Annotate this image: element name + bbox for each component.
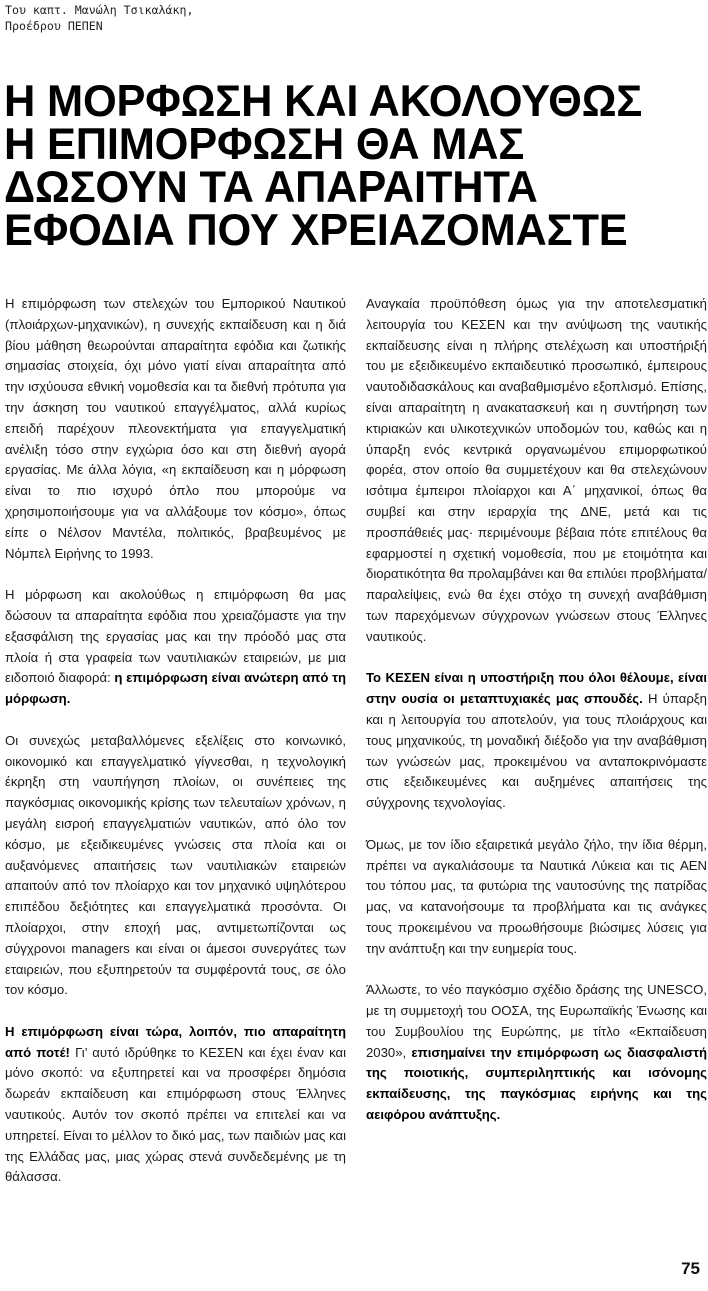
title-line: ΕΦΟΔΙΑ ΠΟΥ ΧΡΕΙΑΖΟΜΑΣΤΕ — [4, 206, 628, 255]
paragraph: Η επιμόρφωση των στελεχών του Εμπορικού Ναυτικού (πλοιάρχων-μηχανικών), η συνεχής εκπαίδευση και η διά βίου μάθηση θεωρούνται απαραίτητα εφόδια και ζωτικής σημασίας στοιχεία, όχι μόνο γιατί είναι απαραίτητα από την ισχύουσα εθνική νομοθεσία και τα διεθνή πρότυπα για την άσκηση του ναυτικού επαγγέλματος, αλλά κυρίως επειδή παρέχουν πλεονεκτήματα για επαγγελματική ανέλιξη τόσο στην εγχώρια όσο και στη διεθνή αγορά εργασίας. Με άλλα λόγια, «η εκπαίδευση και η μόρφωση είναι το πιο ισχυρό όπλο που μπορούμε να χρησιμοποιήσουμε για να αλλάξουμε τον κόσμο», όπως είπε ο Νέλσον Μαντέλα, πολιτικός, βραβευμένος με Νόμπελ Ειρήνης το 1993. — [5, 296, 346, 561]
paragraph: Άλλωστε, το νέο παγκόσμιο σχέδιο δράσης της UNESCO, με τη συμμετοχή του ΟΟΣΑ, της Ευρωπαϊκής Ένωσης και του Συμβουλίου της Ευρώπης, με τίτλο «Εκπαίδευση 2030», επισημαίνει την επιμόρφωση ως διασφαλιστή της ποιοτικής, συμπεριληπτικής και ισόνομης εκπαίδευσης, της παγκόσμιας ειρήνης και της αειφόρου ανάπτυξης. — [366, 982, 707, 1123]
emphasis: η επιμόρφωση είναι ανώτερη από τη μόρφωση. — [5, 670, 346, 707]
emphasis: επισημαίνει την επιμόρφωση ως διασφαλιστή της ποιοτικής, συμπεριληπτικής και ισόνομης εκπαίδευσης, της παγκόσμιας ειρήνης και της αειφόρου ανάπτυξης. — [366, 1044, 707, 1123]
left-column — [5, 294, 346, 1209]
paragraph: Αναγκαία προϋπόθεση όμως για την αποτελεσματική λειτουργία του ΚΕΣΕΝ και την ανύψωση της ναυτικής εκπαίδευσης είναι η πλήρης στελέχωση και υποστήριξή του με εξειδικευμένο εκπαιδευτικό προσωπικό, έμπειρους ναυτοδιδασκάλους και αναβαθμισμένο εξοπλισμό. Επίσης, είναι απαραίτητη η ανακατασκευή και η συντήρηση των κτιριακών και υλικοτεχνικών υποδομών του, καθώς και η ύπαρξη ενός κεντρικά οργανωμένου επιμορφωτικού φορέα, στον οποίο θα συμμετέχουν και θα στελεχώνουν ισότιμα έμπειροι πλοίαρχοι και Α΄ μηχανικοί, όπως θα συμβεί και στην ιεραρχία της ΔΝΕ, μετά και τις προσπάθειές μας· περιμένουμε βέβαια πότε επιτέλους θα εφαρμοστεί η σχετική νομοθεσία, που με ετοιμότητα και διορατικότητα θα προλαμβάνει και θα επιλύει προβλήματα/παραλείψεις, ενώ θα έχει στόχο τη συνεχή αναβάθμιση των παρεχόμενων σύγχρονων γνώσεων στους Έλληνες ναυτικούς. — [366, 296, 707, 644]
title-line: ΔΩΣΟΥΝ ΤΑ ΑΠΑΡΑΙΤΗΤΑ — [4, 163, 538, 212]
emphasis: Η επιμόρφωση είναι τώρα, λοιπόν, πιο απαραίτητη από ποτέ! — [5, 1023, 346, 1060]
emphasis: Το ΚΕΣΕΝ είναι η υποστήριξη που όλοι θέλουμε, είναι στην ουσία οι μεταπτυχιακές μας σπουδές. — [366, 670, 707, 707]
paragraph: Όμως, με τον ίδιο εξαιρετικά μεγάλο ζήλο, την ίδια θέρμη, πρέπει να αγκαλιάσουμε τα Ναυτικά Λύκεια και τις ΑΕΝ του τόπου μας, τα φυτώρια της ναυτοσύνης της πατρίδας μας, να κατανοήσουμε τα προβλήματα και τις ανάγκες τους προκειμένου να προωθήσουμε βιώσιμες λύσεις για την ανάπτυξη και την ευημερία τους. — [366, 836, 707, 956]
title-line: Η ΕΠΙΜΟΡΦΩΣΗ ΘΑ ΜΑΣ — [4, 120, 525, 169]
title-line: Η ΜΟΡΦΩΣΗ ΚΑΙ ΑΚΟΛΟΥΘΩΣ — [4, 77, 643, 126]
article-title — [4, 77, 687, 255]
right-column — [366, 294, 707, 1147]
paragraph: Η επιμόρφωση είναι τώρα, λοιπόν, πιο απαραίτητη από ποτέ! Γι’ αυτό ιδρύθηκε το ΚΕΣΕΝ και έχει έναν και μόνο σκοπό: να εξυπηρετεί και να προσφέρει δημόσια δωρεάν εκπαίδευση και επιμόρφωση στους Έλληνες ναυτικούς. Αυτόν τον σκοπό πρέπει να επιτελεί και να υπηρετεί. Είναι το μέλλον το δικό μας, των παιδιών μας και της Ελλάδας μας, μιας χώρας στενά συνδεδεμένης με τη θάλασσα. — [5, 1023, 347, 1185]
page-number: 75 — [681, 1259, 700, 1278]
paragraph: Το ΚΕΣΕΝ είναι η υποστήριξη που όλοι θέλουμε, είναι στην ουσία οι μεταπτυχιακές μας σπουδές. Η ύπαρξη και η λειτουργία του αποτελούν, για τους πλοιάρχους και τους μηχανικούς, τη μοναδική διέξοδο για την αναβάθμιση των γνώσεών μας, προκειμένου να ανταποκρινόμαστε στις εξειδικευμένες και αυξημένες απαιτήσεις της σύγχρονης τεχνολογίας. — [366, 670, 707, 811]
author-byline: Του καπτ. Μανώλη Τσικαλάκη, Προέδρου ΠΕΠΕΝ — [5, 3, 194, 33]
paragraph: Οι συνεχώς μεταβαλλόμενες εξελίξεις στο κοινωνικό, οικονομικό και επαγγελματικό γίγνεσθαι, η τεχνολογική έκρηξη στη ναυπήγηση πλοίων, οι συνέπειες της παγκόσμιας οικονομικής κρίσης των τελευταίων χρόνων, η μεγάλη εισροή επαγγελματιών ναυτικών, από όλο τον κόσμο, με εξειδικευμένες γνώσεις στα πλοία και οι αυξανόμενες απαιτήσεις των ναυτιλιακών εταιρειών απαιτούν από τον πλοίαρχο και τον μηχανικό υψηλότερου επιπέδου δεξιότητες και επαγγελματικά προσόντα. Οι πλοίαρχοι, στην εποχή μας, αντιμετωπίζονται ως σύγχρονοι managers και είναι οι άμεσοι συνεργάτες των εταιρειών, που εξυπηρετούν τα συμφέροντά τους, σε όλο τον κόσμο. — [5, 732, 346, 998]
paragraph: Η μόρφωση και ακολούθως η επιμόρφωση θα μας δώσουν τα απαραίτητα εφόδια που χρειαζόμαστε για την εξασφάλιση της εργασίας μας και την πρόοδό μας στα πλοία ή στα γραφεία των ναυτιλιακών εταιρειών, με μια ειδοποιό διαφορά: η επιμόρφωση είναι ανώτερη από τη μόρφωση. — [5, 587, 346, 707]
